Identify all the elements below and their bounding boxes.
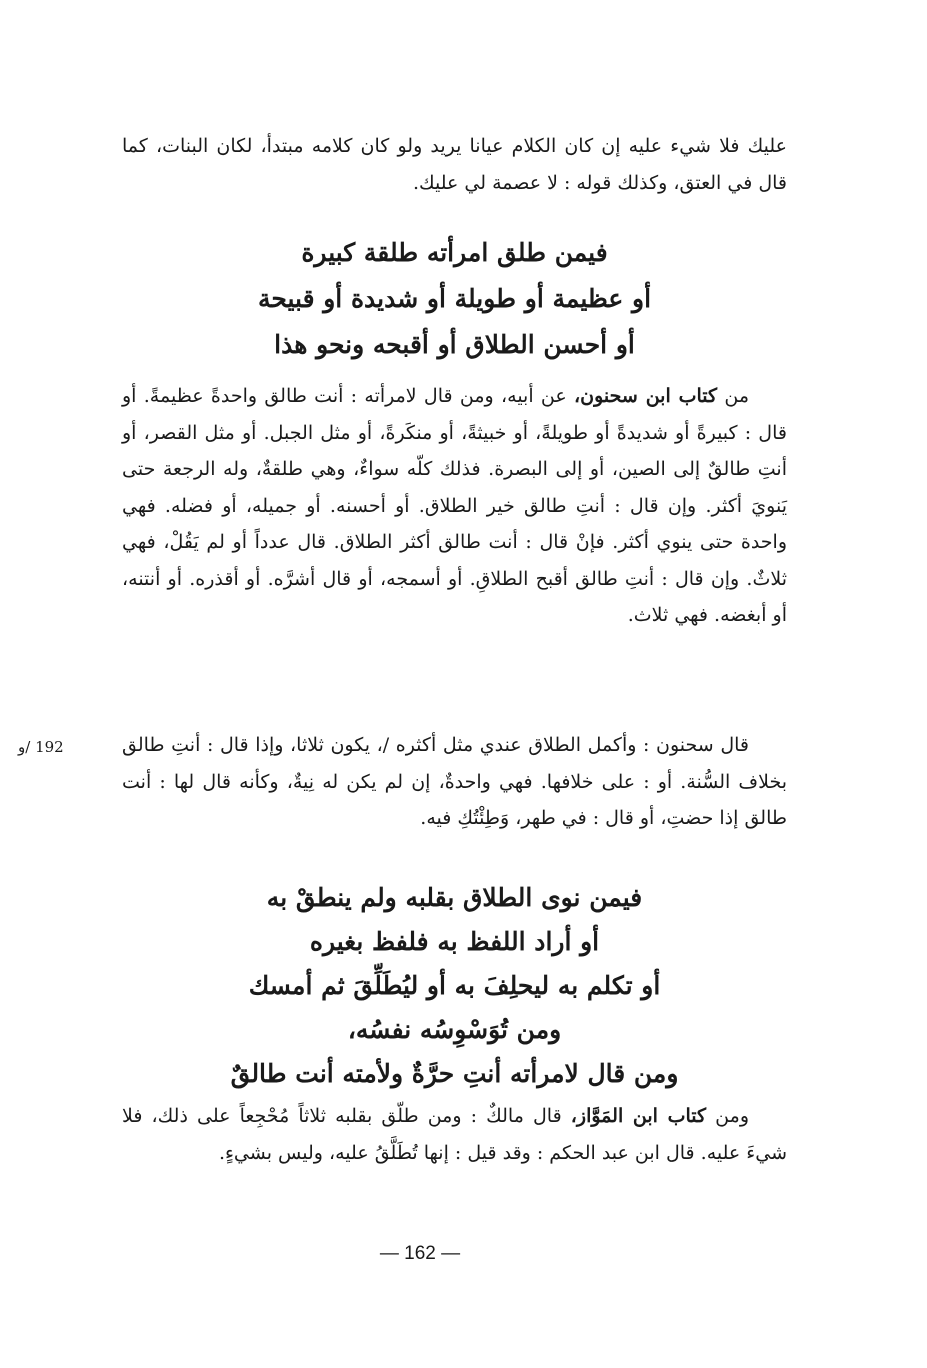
folio-margin-note: 192 /و (18, 738, 64, 756)
heading-line: ومن قال لامرأته أنتِ حرَّةٌ ولأمته أنت طالقٌ (230, 1059, 679, 1088)
heading-line: أو أراد اللفظ به فلفظ بغيره (309, 927, 600, 956)
paragraph-continuation (122, 128, 787, 201)
source-citation: كتاب ابن سحنون، (574, 385, 718, 407)
paragraph-prefix: ومن (706, 1105, 749, 1127)
heading-line: ومن تُوَسْوِسُه نفسُه، (347, 1015, 562, 1044)
paragraph-text: عن أبيه، ومن قال لامرأته : أنت طالق واحدةً عظيمةً. أو قال : كبيرةً أو شديدةً أو طويلةً، أو خبيثةً، أو منكَرةً، أو مثل الجبل. أو مثل القصر، أو أنتِ طالقٌ إلى الصين، أو إلى البصرة. فذلك كلّه سواءٌ، وهي طلقةٌ، وله الرجعة حتى يَنويَ أكثر. وإن قال : أنتِ طالق خير الطلاق. أو أحسنه. أو جميله، أو فضله. فهي واحدة حتى ينوي أكثر. فإنْ قال : أنت طالق أكثر الطلاق. قال عدداً أو لم يَقُلْ، فهي ثلاثٌ. وإن قال : أنتِ طالق أقبح الطلاقِ. أو أسمجه، أو قال أشرَّه. أو أقذره. أو أنتنه، أو أبغضه. فهي ثلاث. (122, 385, 787, 626)
paragraph-sahnun (122, 727, 787, 837)
paragraph-text: قال سحنون : وأكمل الطلاق عندي مثل أكثره /، يكون ثلاثا، وإذا قال : أنتِ طالق بخلاف السُّنة. أو : على خلافها. فهي واحدةٌ، إن لم يكن له نِيةٌ، وكأنه قال لها : أنت طالق إذا حضتِ، أو قال : في طهر، وَطِئْتُكِ فيه. (122, 734, 787, 829)
section-heading-1 (122, 230, 787, 368)
page-number: — 162 — (379, 1243, 461, 1264)
section-heading-2 (122, 876, 787, 1096)
paragraph-text: عليك فلا شيء عليه إن كان الكلام عيانا يريد ولو كان كلامه مبتدأ، لكان البنات، كما قال في العتق، وكذلك قوله : لا عصمة لي عليك. (122, 135, 787, 194)
heading-line: فيمن نوى الطلاق بقلبه ولم ينطقْ به (266, 883, 643, 912)
heading-line: أو عظيمة أو طويلة أو شديدة أو قبيحة (257, 284, 652, 313)
paragraph-body (122, 1098, 787, 1171)
paragraph-ibn-sahnun (122, 378, 787, 634)
paragraph-body (122, 378, 787, 634)
paragraph-text: قال مالكٌ : ومن طلّق بقلبه ثلاثاً مُحْجِعاً على ذلك، فلا شيءَ عليه. قال ابن عبد الحكم : وقد قيل : إنها تُطَلَّقُ عليه، وليس بشيءٍ. (122, 1105, 787, 1164)
paragraph-prefix: من (717, 385, 749, 407)
heading-line: فيمن طلق امرأته طلقة كبيرة (301, 238, 608, 267)
heading-line: أو تكلم به ليحلِفَ به أو ليُطَلِّقَ ثم أمسك (248, 971, 661, 1000)
source-citation: كتاب ابن المَوَّاز، (570, 1105, 707, 1127)
heading-line: أو أحسن الطلاق أو أقبحه ونحو هذا (274, 330, 635, 359)
paragraph-ibn-mawwaz (122, 1098, 787, 1171)
